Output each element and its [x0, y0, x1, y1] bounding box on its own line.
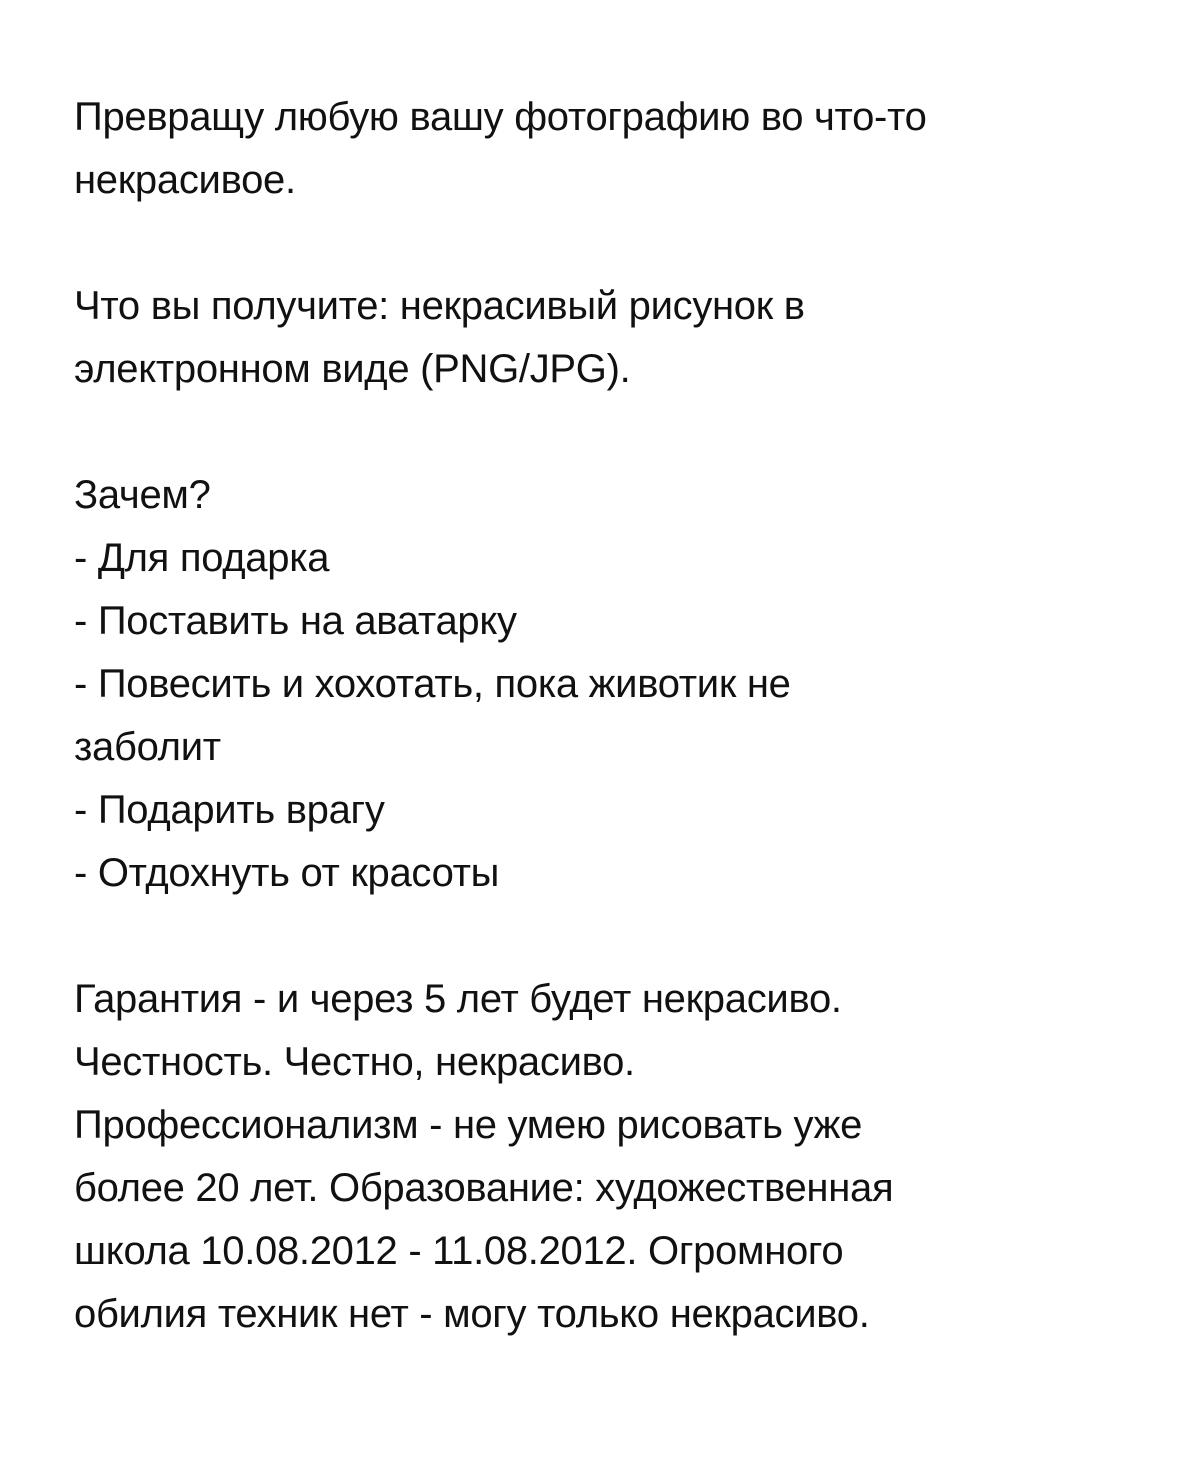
text-line: Превращу любую вашу фотографию во что-то	[74, 95, 927, 139]
list-item-continuation: заболит	[74, 725, 221, 769]
text-line: Что вы получите: некрасивый рисунок в	[74, 284, 805, 328]
list-item: - Отдохнуть от красоты	[74, 851, 500, 895]
text-line: школа 10.08.2012 - 11.08.2012. Огромного	[74, 1229, 844, 1273]
paragraph-gap	[74, 212, 1134, 275]
text-line: обилия техник нет - могу только некрасиво.	[74, 1292, 870, 1336]
why-heading: Зачем?	[74, 473, 211, 517]
guarantees-paragraph	[74, 968, 1134, 1346]
paragraph-gap	[74, 401, 1134, 464]
list-item: - Поставить на аватарку	[74, 599, 517, 643]
intro-paragraph	[74, 86, 1134, 212]
list-item: - Для подарка	[74, 536, 330, 580]
list-item: - Повесить и хохотать, пока животик не	[74, 662, 791, 706]
paragraph-gap	[74, 905, 1134, 968]
why-section	[74, 464, 1134, 905]
text-line: более 20 лет. Образование: художественная	[74, 1166, 894, 1210]
text-line: Гарантия - и через 5 лет будет некрасиво.	[74, 977, 842, 1021]
text-line: некрасивое.	[74, 158, 296, 202]
post-text	[74, 86, 1134, 1346]
text-line: электронном виде (PNG/JPG).	[74, 347, 631, 391]
text-line: Профессионализм - не умею рисовать уже	[74, 1103, 863, 1147]
what-you-get-paragraph	[74, 275, 1134, 401]
list-item: - Подарить врагу	[74, 788, 385, 832]
text-line: Честность. Честно, некрасиво.	[74, 1040, 635, 1084]
